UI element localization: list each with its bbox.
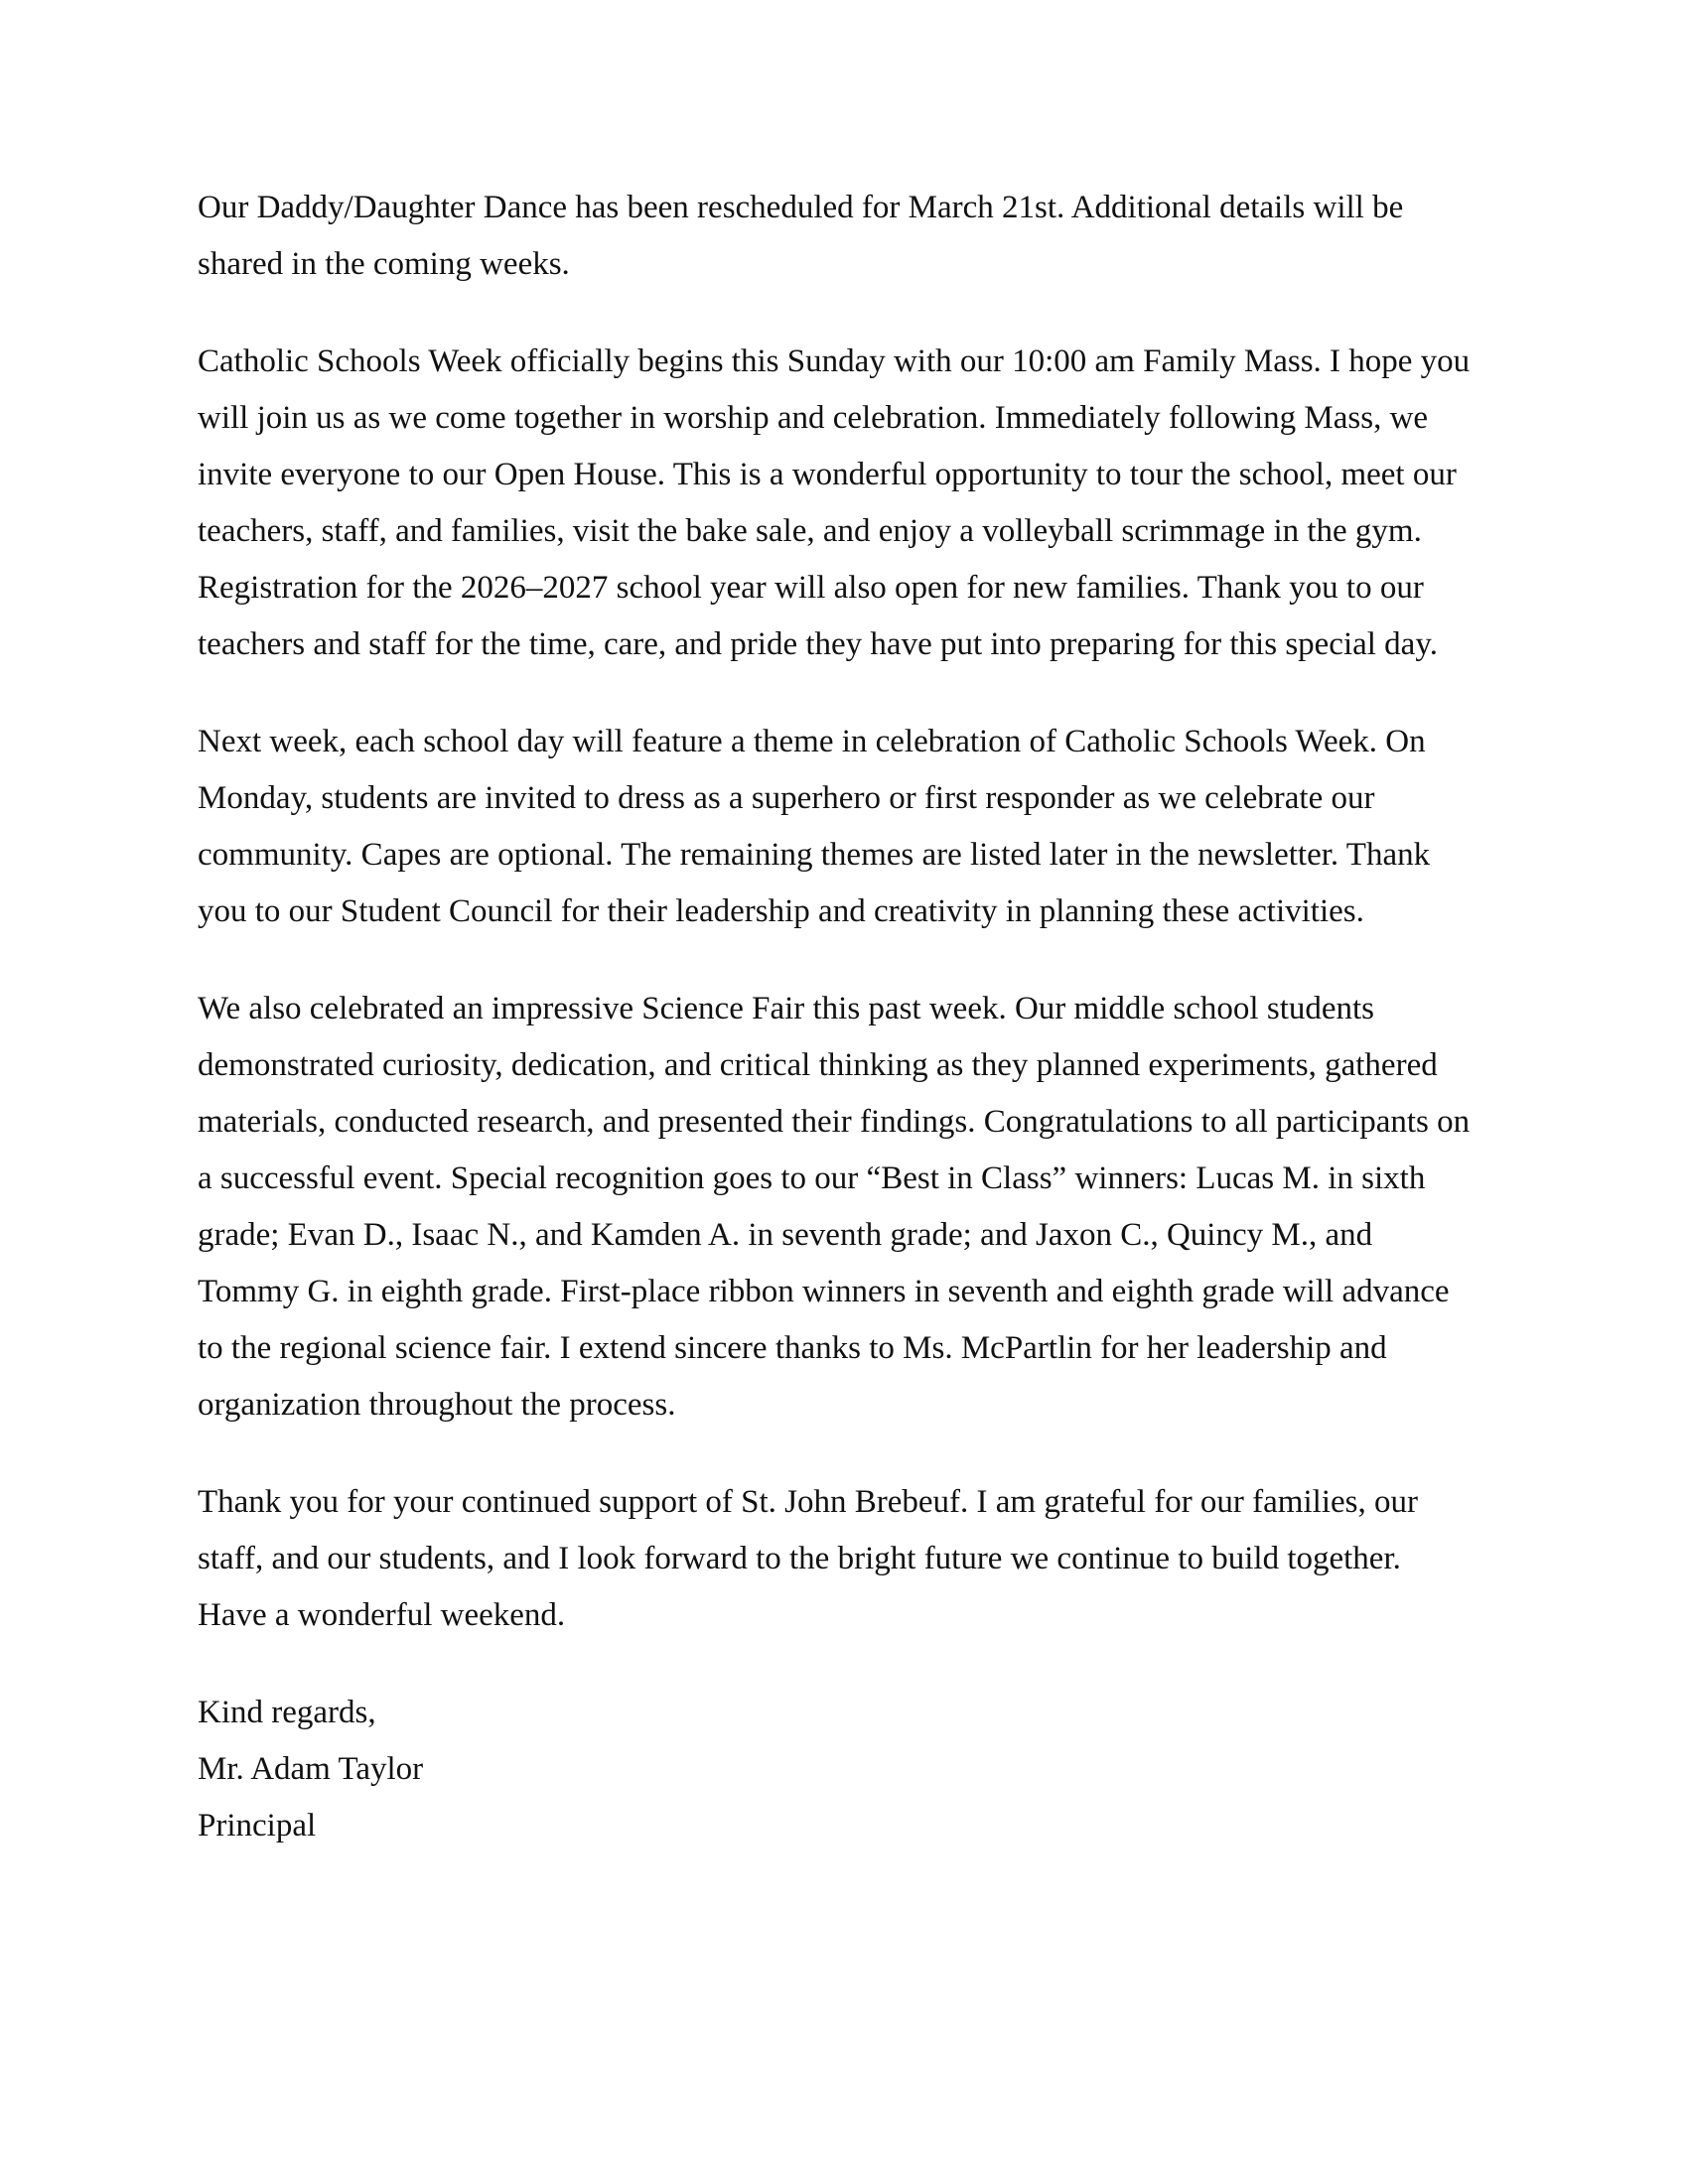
paragraph-line: organization throughout the process. [198, 1387, 676, 1423]
paragraph-line: Tommy G. in eighth grade. First-place ribbon winners in seventh and eighth grade will advance [198, 1274, 1450, 1309]
paragraph-line: Next week, each school day will feature a theme in celebration of Catholic Schools Week. On [198, 724, 1426, 759]
signature-block [198, 1685, 1488, 1854]
paragraph-line: teachers, staff, and families, visit the bake sale, and enjoy a volleyball scrimmage in the gym. [198, 513, 1422, 549]
paragraph-line: staff, and our students, and I look forward to the bright future we continue to build together. [198, 1541, 1401, 1576]
paragraph-line: Catholic Schools Week officially begins this Sunday with our 10:00 am Family Mass. I hope you [198, 343, 1471, 379]
paragraph-line: shared in the coming weeks. [198, 246, 570, 282]
paragraph-2 [198, 334, 1488, 673]
signer-name: Mr. Adam Taylor [198, 1751, 424, 1787]
paragraph-line: Monday, students are invited to dress as a superhero or first responder as we celebrate our [198, 780, 1375, 816]
paragraph-4 [198, 981, 1488, 1433]
paragraph-line: will join us as we come together in worship and celebration. Immediately following Mass, we [198, 400, 1429, 436]
paragraph-line: Have a wonderful weekend. [198, 1597, 566, 1633]
paragraph-line: teachers and staff for the time, care, and pride they have put into preparing for this special day. [198, 626, 1438, 662]
paragraph-line: materials, conducted research, and presented their findings. Congratulations to all participants on [198, 1104, 1471, 1140]
paragraph-line: community. Capes are optional. The remaining themes are listed later in the newsletter. Thank [198, 837, 1431, 873]
signer-title: Principal [198, 1808, 317, 1843]
closing-salutation: Kind regards, [198, 1695, 376, 1730]
paragraph-line: demonstrated curiosity, dedication, and critical thinking as they planned experiments, gathered [198, 1047, 1438, 1083]
paragraph-line: We also celebrated an impressive Science Fair this past week. Our middle school students [198, 991, 1375, 1026]
paragraph-line: to the regional science fair. I extend sincere thanks to Ms. McPartlin for her leadership and [198, 1330, 1387, 1366]
paragraph-line: Registration for the 2026–2027 school year will also open for new families. Thank you to our [198, 570, 1424, 606]
paragraph-line: grade; Evan D., Isaac N., and Kamden A. in seventh grade; and Jaxon C., Quincy M., and [198, 1217, 1373, 1253]
paragraph-line: invite everyone to our Open House. This is a wonderful opportunity to tour the school, meet our [198, 457, 1457, 492]
letter-body [198, 180, 1488, 1895]
paragraph-5 [198, 1474, 1488, 1644]
paragraph-line: Our Daddy/Daughter Dance has been rescheduled for March 21st. Additional details will be [198, 190, 1404, 225]
paragraph-1 [198, 180, 1488, 293]
paragraph-line: a successful event. Special recognition goes to our “Best in Class” winners: Lucas M. in sixth [198, 1160, 1426, 1196]
paragraph-3 [198, 714, 1488, 940]
paragraph-line: Thank you for your continued support of St. John Brebeuf. I am grateful for our families, our [198, 1484, 1418, 1520]
paragraph-line: you to our Student Council for their leadership and creativity in planning these activities. [198, 893, 1364, 929]
